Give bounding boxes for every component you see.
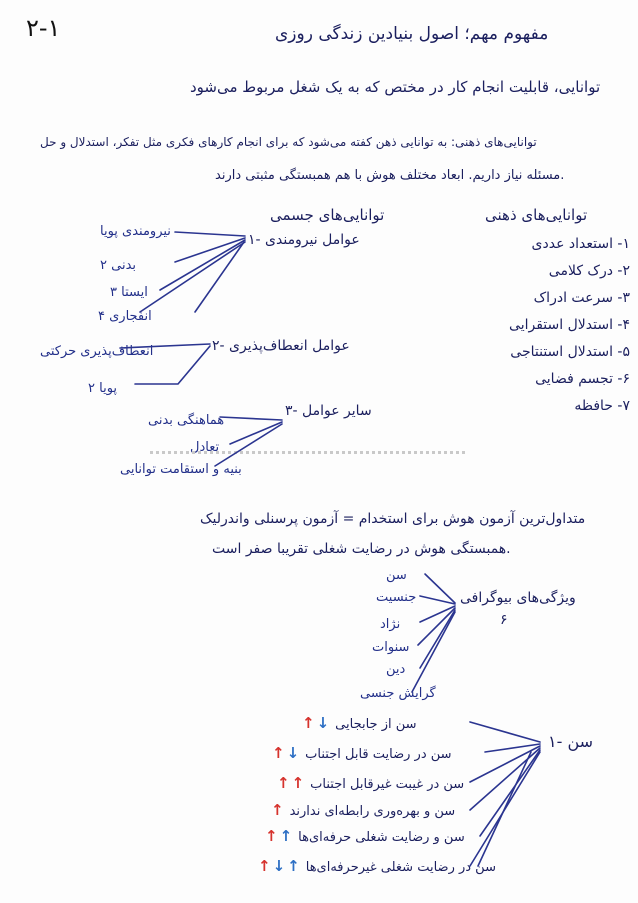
arrow-down-icon: ↓ [316, 714, 330, 732]
age-row-text: سن و بهره‌وری رابطه‌ای ندارند [289, 804, 456, 819]
paragraph-2-line-1: متداول‌ترین آزمون هوش برای استخدام = آزمون پرسنلی واندرلیک [200, 511, 586, 527]
age-row-text: سن در رضایت شغلی غیرحرفه‌ای‌ها [305, 860, 496, 875]
biographical-count: ۶ [500, 612, 508, 628]
arrow-down-icon: ↓ [272, 857, 286, 875]
biographical-item: سنوات [372, 640, 410, 655]
biographical-item: جنسیت [376, 590, 417, 605]
dotted-separator [150, 451, 465, 454]
mental-ability-item: ۲- درک کلامی [548, 263, 630, 279]
mental-ability-item: ۷- حافظه [574, 398, 630, 414]
arrow-up-icon: ↑ [291, 774, 305, 792]
mental-ability-item: ۳- سرعت ادراک [533, 290, 630, 306]
physical-factor-1-item: ۴ انفجاری [98, 309, 152, 324]
arrow-up-icon: ↑ [271, 801, 284, 819]
mental-ability-item: ۶- تجسم فضایی [535, 371, 630, 387]
definition-line: توانایی، قابلیت انجام کار در مختص که به یک شغل مربوط می‌شود [190, 78, 601, 96]
age-row [272, 743, 452, 762]
age-heading: ۱- سن [548, 732, 594, 751]
arrow-up-icon: ↑ [272, 744, 285, 762]
paragraph-1-line-1: توانایی‌های ذهنی: به توانایی ذهن کفته می‌شود که برای انجام کارهای فکری مثل تفکر، استدلال و حل [40, 135, 537, 149]
age-row-text: سن از جابجایی [335, 717, 417, 732]
mental-ability-item: ۵- استدلال استنتاجی [510, 344, 630, 360]
age-row-text: سن و رضایت شغلی حرفه‌ای‌ها [298, 830, 465, 845]
physical-factor-2: ۲- عوامل انعطاف‌پذیری [212, 338, 350, 354]
physical-factor-1-item: ۳ ایستا [110, 285, 148, 300]
page-number: ۲-۱ [26, 14, 61, 42]
physical-abilities-heading: توانایی‌های جسمی [270, 206, 385, 224]
arrow-up-icon: ↑ [265, 827, 278, 845]
physical-factor-3-item: تعادل [190, 440, 220, 455]
biographical-item: نژاد [380, 617, 401, 632]
biographical-item: سن [386, 568, 407, 583]
age-row [258, 856, 496, 875]
arrow-down-icon: ↓ [286, 744, 300, 762]
arrow-up-icon: ↑ [277, 774, 290, 792]
physical-factor-2-item: انعطاف‌پذیری حرکتی [40, 344, 154, 359]
physical-factor-2-item: ۲ پویا [88, 381, 118, 396]
mental-ability-item: ۴- استدلال استقرایی [509, 317, 630, 333]
physical-factor-1-item: نیرومندی پویا [100, 224, 171, 239]
arrow-up-icon: ↑ [287, 857, 300, 875]
mental-abilities-heading: توانایی‌های ذهنی [485, 206, 588, 224]
physical-factor-3-item: هماهنگی بدنی [148, 413, 225, 428]
physical-factor-1: ۱- عوامل نیرومندی [248, 232, 360, 248]
mental-ability-item: ۱- استعداد عددی [531, 236, 630, 252]
age-row-text: سن در غیبت غیرقابل اجتناب [310, 777, 465, 792]
physical-factor-3-item: بنیه و استقامت توانایی [120, 462, 242, 477]
arrow-up-icon: ↑ [279, 827, 293, 845]
title-line: مفهوم مهم؛ اصول بنیادین زندگی روزی [275, 24, 549, 44]
biographical-heading: ویژگی‌های بیوگرافی [460, 590, 576, 606]
age-row [271, 800, 455, 819]
physical-factor-3: ۳- سایر عوامل [285, 403, 372, 419]
age-row [265, 826, 465, 845]
physical-factor-1-item: ۲ بدنی [100, 258, 137, 273]
age-row-text: سن در رضایت قابل اجتناب [305, 747, 452, 762]
biographical-item: گرایش جنسی [360, 686, 436, 701]
age-row [302, 713, 417, 732]
biographical-item: دین [386, 662, 406, 677]
arrow-up-icon: ↑ [258, 857, 271, 875]
age-row [277, 773, 464, 792]
paragraph-2-line-2: همبستگی هوش در رضایت شغلی تقریبا صفر است. [212, 541, 511, 557]
arrow-up-icon: ↑ [302, 714, 315, 732]
mental-abilities-list [450, 236, 630, 425]
paragraph-1-line-2: مسئله نیاز داریم. ابعاد مختلف هوش با هم همبستگی مثبتی دارند. [215, 168, 565, 183]
